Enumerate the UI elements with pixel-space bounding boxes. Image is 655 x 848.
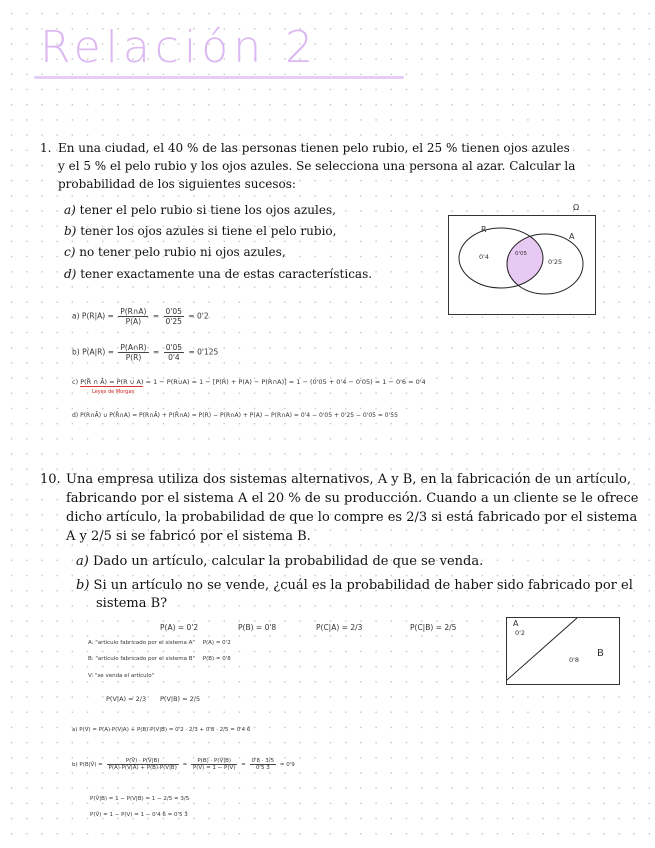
- venn-value-only-a: 0'25: [548, 258, 563, 266]
- solution-1c: c) P(R̄ ∩ Ā) = P(R ∪ A) = 1 − P(R∪A) = 1 − [P(R) + P(A) − P(R∩A)] = 1 − (0'05 + 0'4 − 0'05) = 1 − 0'6 = 0'4: [72, 378, 426, 386]
- partition-label-b: B: [597, 648, 604, 659]
- solution-10b: b) P(B|V̄) = $\frac{P(V̄) \cdot P(V̄|B)}{P(A)\cdot P(V̄|A) + P(B)\cdot P(V̄|B)}$ = $\frac{P(B) \cdot P(V̄|B)}{P(V̄) = 1 - P(V)}$ = $\frac{0'8 \cdot 3/5}{0'5 3̄}$ = 0'9: [72, 758, 295, 771]
- given-pca: P(C|A) = 2/3: [316, 623, 363, 632]
- definition-b: B: "artículo fabricado por el sistema B" P(B) = 0'8: [88, 656, 231, 662]
- fraction: $\frac{0'8 \cdot 3/5}{0'5 3̄}$: [251, 758, 275, 771]
- morgan-expression: P(R̄ ∩ Ā) = P(R ∪ A): [80, 378, 144, 386]
- problem-1-line: y el 5 % el pelo rubio y los ojos azules. Se selecciona una persona al azar. Calcular la: [58, 159, 576, 173]
- venn-diagram: [448, 215, 596, 315]
- problem-1-line: En una ciudad, el 40 % de las personas tienen pelo rubio, el 25 % tienen ojos azules: [58, 141, 570, 155]
- page-title: Relación 2: [40, 22, 319, 73]
- given-pa: P(A) = 0'2: [160, 623, 199, 632]
- fraction: $\frac{0'05}{0'4}$: [165, 343, 183, 362]
- venn-label-r: R: [481, 225, 487, 234]
- partition-value-a: 0'2: [515, 629, 526, 637]
- partition-label-a: A: [513, 619, 519, 628]
- venn-value-only-r: 0'4: [479, 253, 490, 261]
- venn-svg: [449, 216, 595, 314]
- fraction: $\frac{P(B) \cdot P(V̄|B)}{P(V̄) = 1 - P(V)}$: [192, 758, 236, 771]
- problem-10-line: fabricando por el sistema A el 20 % de su producción. Cuando a un cliente se le ofrece: [66, 491, 639, 506]
- partition-diagram: [506, 617, 620, 685]
- morgan-note: Leyes de Morgan: [92, 389, 135, 395]
- definition-a: A: "artículo fabricado por el sistema A" P(A) = 0'2: [88, 640, 231, 646]
- problem-1-item-d: d) tener exactamente una de estas características.: [64, 267, 373, 281]
- fraction: $\frac{P(A\cap R)}{P(R)}$: [120, 343, 147, 362]
- solution-1d: d) P(R∩Ā) ∪ P(R̄∩A) = P(R∩Ā) + P(R̄∩A) = P(R) − P(R∩A) + P(A) − P(R∩A) = 0'4 − 0'05 + 0'25 − 0'05 = 0'55: [72, 412, 398, 419]
- solution-10a: a) P(V) = P(A)·P(V|A) + P(B)·P(V|B) = 0'2 · 2/3 + 0'8 · 2/5 = 0'4 6̄: [72, 727, 251, 733]
- extra-step-2: P(V̄) = 1 − P(V) = 1 − 0'4 6̄ = 0'5 3̄: [90, 812, 188, 818]
- given-pcb: P(C|B) = 2/5: [410, 623, 457, 632]
- problem-10-item-b-cont: sistema B?: [96, 596, 168, 611]
- fraction: $\frac{P(V̄) \cdot P(V̄|B)}{P(A)\cdot P(V̄|A) + P(B)\cdot P(V̄|B)}$: [108, 758, 177, 771]
- given-pva: P(V|A) = 2/3: [106, 695, 147, 703]
- problem-1-item-b: b) tener los ojos azules si tiene el pelo rubio,: [64, 224, 337, 238]
- problem-1-item-a: a) tener el pelo rubio si tiene los ojos azules,: [64, 203, 336, 217]
- solution-1a: a) P(R|A) = $\frac{P(R\cap A)}{P(A)}$ = $\frac{0'05}{0'25}$ = 0'2: [72, 307, 209, 326]
- definition-v: V: "se venda el artículo": [88, 673, 155, 679]
- title-underline: [34, 76, 404, 79]
- problem-10-line: dicho artículo, la probabilidad de que lo compre es 2/3 si está fabricado por el sistema: [66, 510, 638, 525]
- problem-1-line: probabilidad de los siguientes sucesos:: [58, 177, 296, 191]
- given-pb: P(B) = 0'8: [238, 623, 277, 632]
- given-pvb: P(V|B) = 2/5: [160, 695, 201, 703]
- solution-1b: b) P(A|R) = $\frac{P(A\cap R)}{P(R)}$ = $\frac{0'05}{0'4}$ = 0'125: [72, 343, 219, 362]
- problem-1-number: 1.: [40, 141, 52, 155]
- problem-1-item-c: c) no tener pelo rubio ni ojos azules,: [64, 245, 286, 259]
- fraction: $\frac{0'05}{0'25}$: [165, 307, 182, 326]
- fraction: $\frac{P(R\cap A)}{P(A)}$: [120, 307, 147, 326]
- problem-10-line: A y 2/5 si se fabricó por el sistema B.: [66, 529, 311, 544]
- partition-value-b: 0'8: [569, 656, 580, 664]
- venn-omega-label: Ω: [573, 203, 580, 212]
- problem-10-statement: [40, 471, 640, 547]
- problem-10-number: 10.: [40, 472, 61, 487]
- problem-10-item-b: b) Si un artículo no se vende, ¿cuál es la probabilidad de haber sido fabricado por el: [76, 578, 633, 593]
- venn-label-a: A: [569, 232, 575, 241]
- extra-step-1: P(V̄|B) = 1 − P(V|B) = 1 − 2/5 = 3/5: [90, 796, 190, 802]
- problem-10-item-a: a) Dado un artículo, calcular la probabilidad de que se venda.: [76, 554, 484, 569]
- problem-10-line: Una empresa utiliza dos sistemas alternativos, A y B, en la fabricación de un artículo,: [66, 472, 631, 487]
- venn-value-intersection: 0'05: [515, 251, 528, 257]
- problem-1-statement: [40, 140, 580, 192]
